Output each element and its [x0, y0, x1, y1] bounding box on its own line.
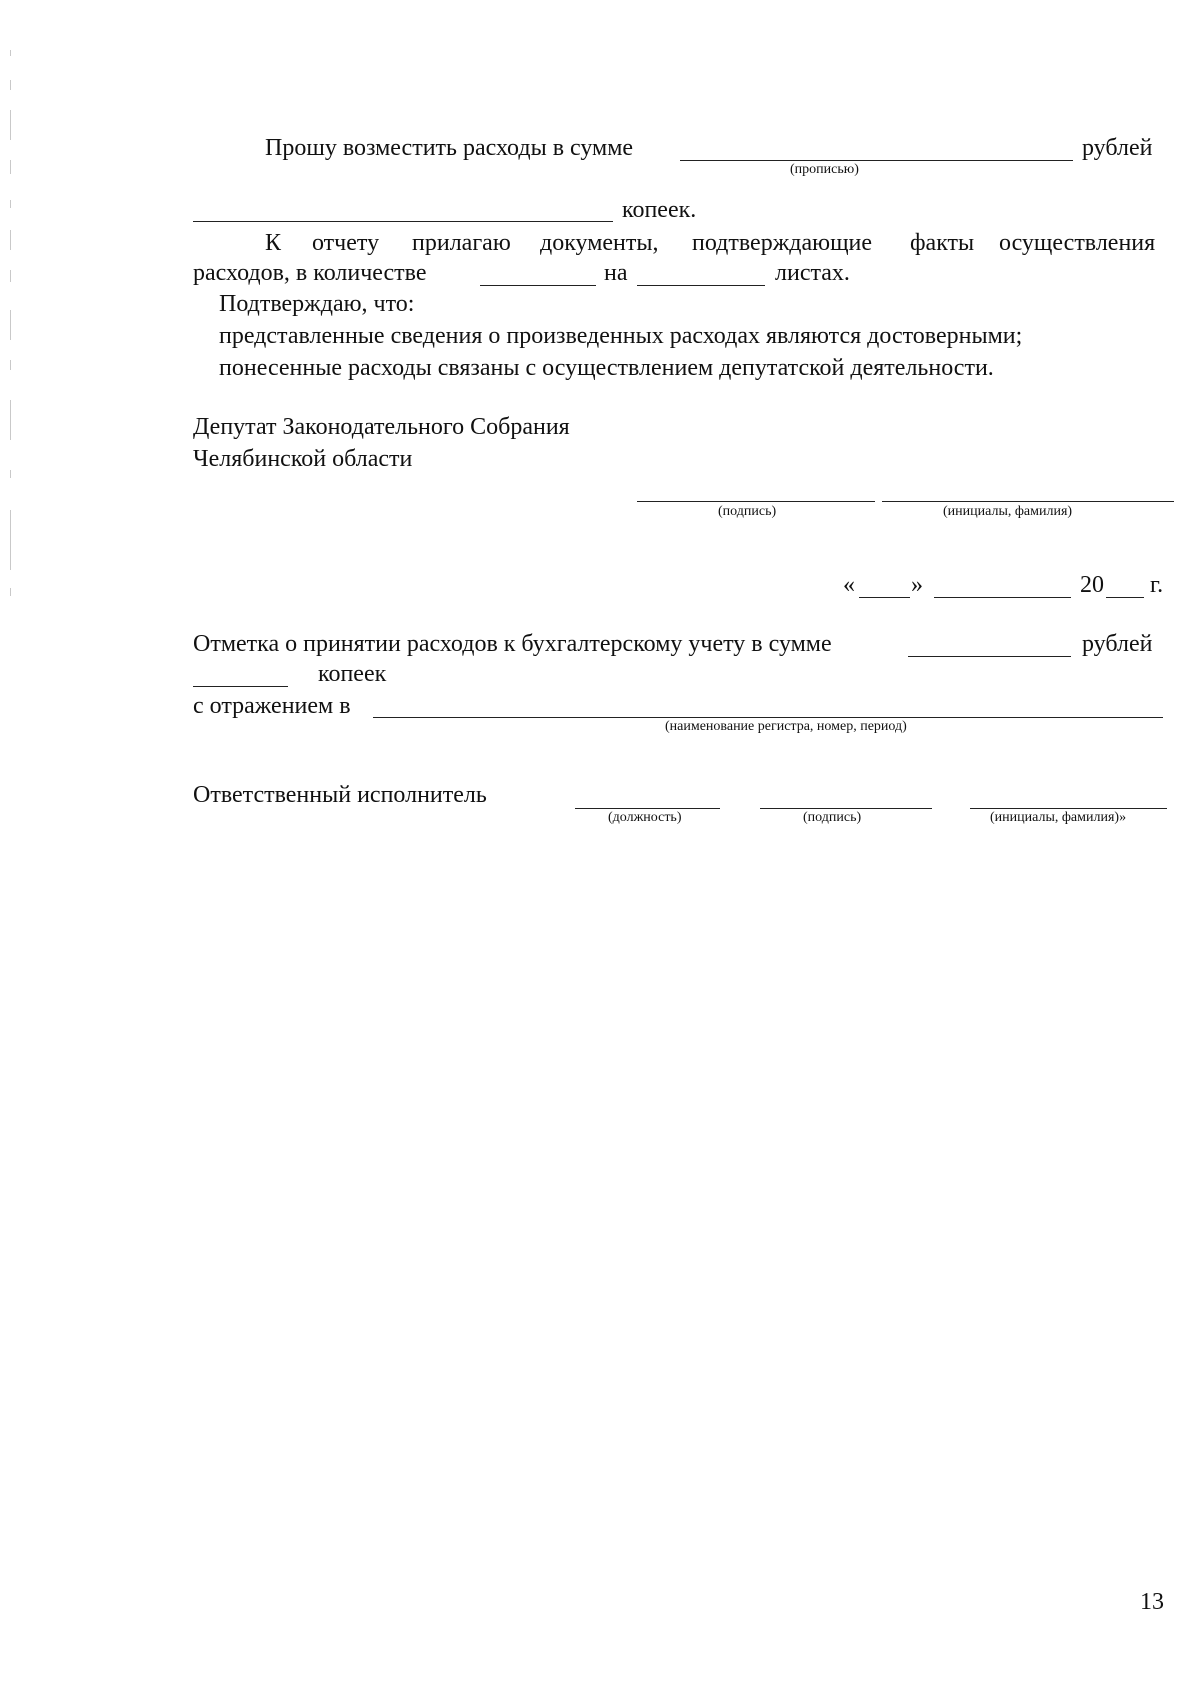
executor-label: Ответственный исполнитель — [193, 782, 487, 808]
accounting-kopecks-field[interactable] — [193, 686, 288, 687]
deputy-signature-field[interactable] — [637, 501, 875, 502]
executor-name-field[interactable] — [970, 808, 1167, 809]
scan-artifact-margin — [10, 40, 12, 600]
attach-line2-on: на — [604, 260, 628, 286]
attach-word-fakty: факты — [910, 230, 975, 256]
attach-word-prilagayu: прилагаю — [412, 230, 511, 256]
deputy-name-field[interactable] — [882, 501, 1174, 502]
executor-name-hint: (инициалы, фамилия)» — [990, 810, 1127, 825]
attach-word-otchetu: отчету — [312, 230, 380, 256]
attach-word-podtverzhdayushchie: подтверждающие — [692, 230, 873, 256]
date-close-quote: » — [911, 572, 923, 598]
amount-words-field-continued[interactable] — [193, 221, 613, 222]
rubles-label: рублей — [1082, 135, 1153, 161]
attach-word-k: К — [265, 230, 282, 256]
attach-line2-sheets: листах. — [775, 260, 850, 286]
kopecks-label: копеек. — [622, 197, 697, 223]
attach-word-dokumenty: документы, — [540, 230, 659, 256]
executor-position-field[interactable] — [575, 808, 720, 809]
executor-position-hint: (должность) — [608, 810, 682, 825]
date-year-field[interactable] — [1106, 597, 1144, 598]
accounting-rubles-label: рублей — [1082, 631, 1153, 657]
deputy-name-hint: (инициалы, фамилия) — [943, 504, 1073, 519]
date-month-field[interactable] — [934, 597, 1071, 598]
documents-count-field[interactable] — [480, 285, 596, 286]
confirm-item-2: понесенные расходы связаны с осуществлением депутатской деятельности. — [219, 355, 994, 381]
amount-words-field[interactable] — [680, 160, 1073, 161]
words-hint: (прописью) — [790, 162, 859, 177]
executor-signature-hint: (подпись) — [803, 810, 862, 825]
sheets-count-field[interactable] — [637, 285, 765, 286]
accounting-line-text: Отметка о принятии расходов к бухгалтерскому учету в сумме — [193, 631, 832, 657]
confirm-title: Подтверждаю, что: — [219, 291, 415, 317]
date-day-field[interactable] — [859, 597, 910, 598]
deputy-title-line2: Челябинской области — [193, 446, 413, 472]
executor-signature-field[interactable] — [760, 808, 932, 809]
confirm-item-1: представленные сведения о произведенных расходах являются достоверными; — [219, 323, 1023, 349]
reflection-label: с отражением в — [193, 693, 351, 719]
accounting-kopecks-label: копеек — [318, 661, 387, 687]
register-hint: (наименование регистра, номер, период) — [665, 719, 907, 734]
deputy-title-line1: Депутат Законодательного Собрания — [193, 414, 570, 440]
request-line-text: Прошу возместить расходы в сумме — [265, 135, 634, 161]
attach-line2-count-text: расходов, в количестве — [193, 260, 427, 286]
attach-word-osushchestvleniya: осуществления — [999, 230, 1156, 256]
date-open-quote: « — [843, 572, 855, 598]
deputy-signature-hint: (подпись) — [718, 504, 777, 519]
page-number: 13 — [1140, 1589, 1164, 1615]
date-century: 20 — [1080, 572, 1104, 598]
accounting-rubles-field[interactable] — [908, 656, 1071, 657]
register-field[interactable] — [373, 717, 1163, 718]
date-year-suffix: г. — [1150, 572, 1164, 598]
